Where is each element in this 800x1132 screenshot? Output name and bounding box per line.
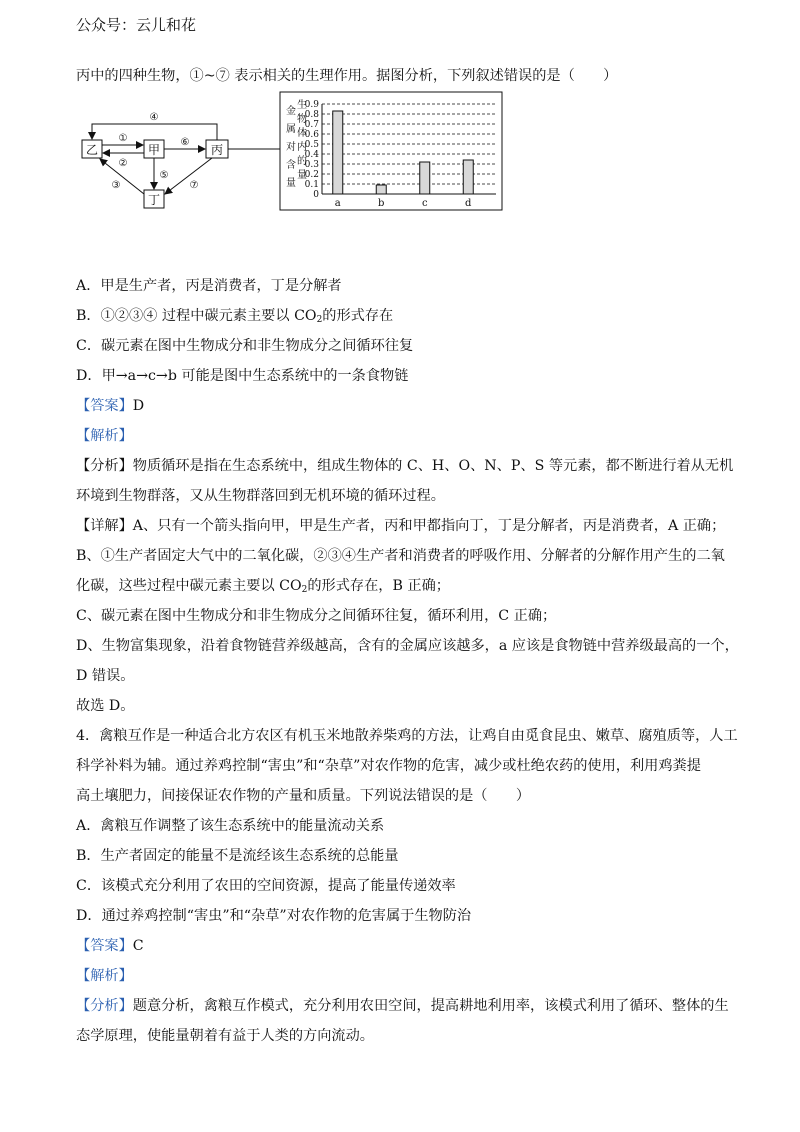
q3-xiangjie-a [76, 516, 725, 536]
q3-xiangjie-b2-pre: 化碳，这些过程中碳元素主要以 CO [76, 578, 302, 594]
q3-option-c: C．碳元素在图中生物成分和非生物成分之间循环往复 [76, 338, 414, 354]
x-tick-label: b [378, 198, 385, 209]
q4-fenxi-tag: 【分析】 [76, 998, 133, 1014]
q3-xiangjie-b1: B、①生产者固定大气中的二氧化碳，②③④生产者和消费者的呼吸作用、分解者的分解作用产生的二氧 [76, 548, 725, 564]
q3-xiangjie-d2: D 错误。 [76, 668, 135, 684]
q4-answer-value: C [132, 938, 144, 954]
q4-option-c: C．该模式充分利用了农田的空间资源，提高了能量传递效率 [76, 878, 456, 894]
arrow-3-label: ③ [111, 180, 121, 191]
q3-fenxi-tag: 【分析】 [76, 458, 133, 474]
q4-answer [76, 936, 144, 956]
y-tick-label: 0.5 [304, 140, 319, 150]
q3-option-b-sub: 2 [316, 315, 323, 325]
q4-analysis-tag: 【解析】 [76, 968, 133, 984]
q3-option-b-pre: B．①②③④ 过程中碳元素主要以 CO [76, 308, 317, 324]
ylabel-char: 物 [297, 114, 307, 125]
y-tick-label: 0.8 [304, 110, 319, 120]
bar-d [463, 160, 473, 194]
ylabel-char: 量 [297, 170, 307, 181]
arrow-2-label: ② [118, 158, 128, 169]
arrow-7 [165, 158, 212, 194]
q4-fenxi-1 [76, 996, 729, 1016]
arrow-4-label: ④ [149, 112, 159, 123]
q3-fenxi-text: 物质循环是指在生态系统中，组成生物体的 C、H、O、N、P、S 等元素，都不断进行着从无机 [132, 458, 734, 474]
x-tick-label: c [421, 198, 428, 209]
ylabel-char: 金 [286, 106, 296, 117]
ylabel-char: 生 [297, 100, 307, 111]
x-tick-label: a [334, 198, 341, 209]
ylabel-char: 属 [286, 124, 296, 135]
ylabel-char: 量 [286, 178, 296, 189]
q4-option-d: D．通过养鸡控制“害虫”和“杂草”对农作物的危害属于生物防治 [76, 908, 472, 924]
q3-answer-value: D [132, 398, 145, 414]
bar-c [420, 162, 430, 194]
q3-xiangjie-c: C、碳元素在图中生物成分和非生物成分之间循环往复，循环利用，C 正确； [76, 608, 557, 624]
node-bing-label: 丙 [210, 143, 224, 157]
q4-stem-2: 科学补料为辅。通过养鸡控制“害虫”和“杂草”对农作物的危害，减少或杜绝农药的使用，利用鸡粪提 [76, 758, 701, 774]
q3-stem: 丙中的四种生物，①~⑦ 表示相关的生理作用。据图分析，下列叙述错误的是（ ） [76, 68, 618, 84]
q3-xiangjie-a-text: A、只有一个箭头指向甲，甲是生产者，丙和甲都指向丁，丁是分解者，丙是消费者，A 正确； [132, 518, 726, 534]
node-ding-label: 丁 [147, 193, 161, 207]
q3-option-d: D．甲→a→c→b 可能是图中生态系统中的一条食物链 [76, 368, 409, 384]
ylabel-char: 内 [297, 142, 307, 153]
arrow-6-label: ⑥ [180, 137, 190, 148]
q4-fenxi-2: 态学原理，使能量朝着有益于人类的方向流动。 [76, 1028, 374, 1044]
y-tick-label: 0.6 [304, 130, 319, 140]
arrow-5-label: ⑤ [159, 170, 169, 181]
q3-xiangjie-d1: D、生物富集现象，沿着食物链营养级越高，含有的金属应该越多，a 应该是食物链中营养级最高的一个， [76, 638, 739, 654]
ylabel-char: 的 [297, 156, 307, 167]
q3-option-b [76, 306, 393, 330]
arrow-1-label: ① [118, 133, 128, 144]
ylabel-char: 对 [286, 142, 296, 153]
diagram-nodes [82, 140, 228, 208]
arrow-4 [92, 124, 217, 140]
x-tick-label: d [465, 198, 472, 209]
y-tick-label: 0 [313, 190, 319, 200]
page-header: 公众号：云儿和花 [76, 16, 197, 34]
q3-option-a: A．甲是生产者，丙是消费者，丁是分解者 [76, 278, 342, 294]
q3-answer-tag: 【答案】 [76, 398, 133, 414]
y-tick-label: 0.1 [304, 180, 319, 190]
q4-option-b: B．生产者固定的能量不是流经该生态系统的总能量 [76, 848, 399, 864]
q3-choose: 故选 D。 [76, 698, 135, 714]
q4-option-a: A．禽粮互作调整了该生态系统中的能量流动关系 [76, 818, 385, 834]
q3-xiangjie-b2-sub: 2 [301, 585, 308, 595]
q3-fenxi-2: 环境到生物群落，又从生物群落回到无机环境的循环过程。 [76, 488, 445, 504]
chart-yticks [305, 100, 320, 200]
y-tick-label: 0.3 [304, 160, 319, 170]
q4-stem-1: 4．禽粮互作是一种适合北方农区有机玉米地散养柴鸡的方法，让鸡自由觅食昆虫、嫩草、腐殖质等，人工 [76, 728, 738, 744]
node-yi-label: 乙 [85, 143, 99, 157]
q3-xiangjie-tag: 【详解】 [76, 518, 133, 534]
y-tick-label: 0.7 [304, 120, 319, 130]
ylabel-char: 体 [297, 128, 307, 139]
q3-figure [76, 90, 506, 214]
q4-answer-tag: 【答案】 [76, 938, 133, 954]
q4-stem-3: 高土壤肥力，间接保证农作物的产量和质量。下列说法错误的是（ ） [76, 788, 531, 804]
q3-answer [76, 396, 144, 416]
ylabel-char: 含 [286, 160, 296, 171]
q4-fenxi-text: 题意分析，禽粮互作模式，充分利用农田空间，提高耕地利用率，该模式利用了循环、整体的生 [132, 998, 729, 1014]
arrow-7-label: ⑦ [189, 180, 199, 191]
y-tick-label: 0.2 [304, 170, 319, 180]
y-tick-label: 0.4 [304, 150, 319, 160]
q3-analysis-tag: 【解析】 [76, 428, 133, 444]
bar-b [376, 185, 386, 194]
q3-xiangjie-b2 [76, 576, 450, 600]
q3-option-b-post: 的形式存在 [322, 308, 394, 324]
y-tick-label: 0.9 [304, 100, 319, 110]
node-jia-label: 甲 [147, 143, 161, 157]
bar-a [333, 111, 343, 194]
q3-xiangjie-b2-post: 的形式存在，B 正确； [307, 578, 450, 594]
q3-fenxi-1 [76, 456, 733, 476]
